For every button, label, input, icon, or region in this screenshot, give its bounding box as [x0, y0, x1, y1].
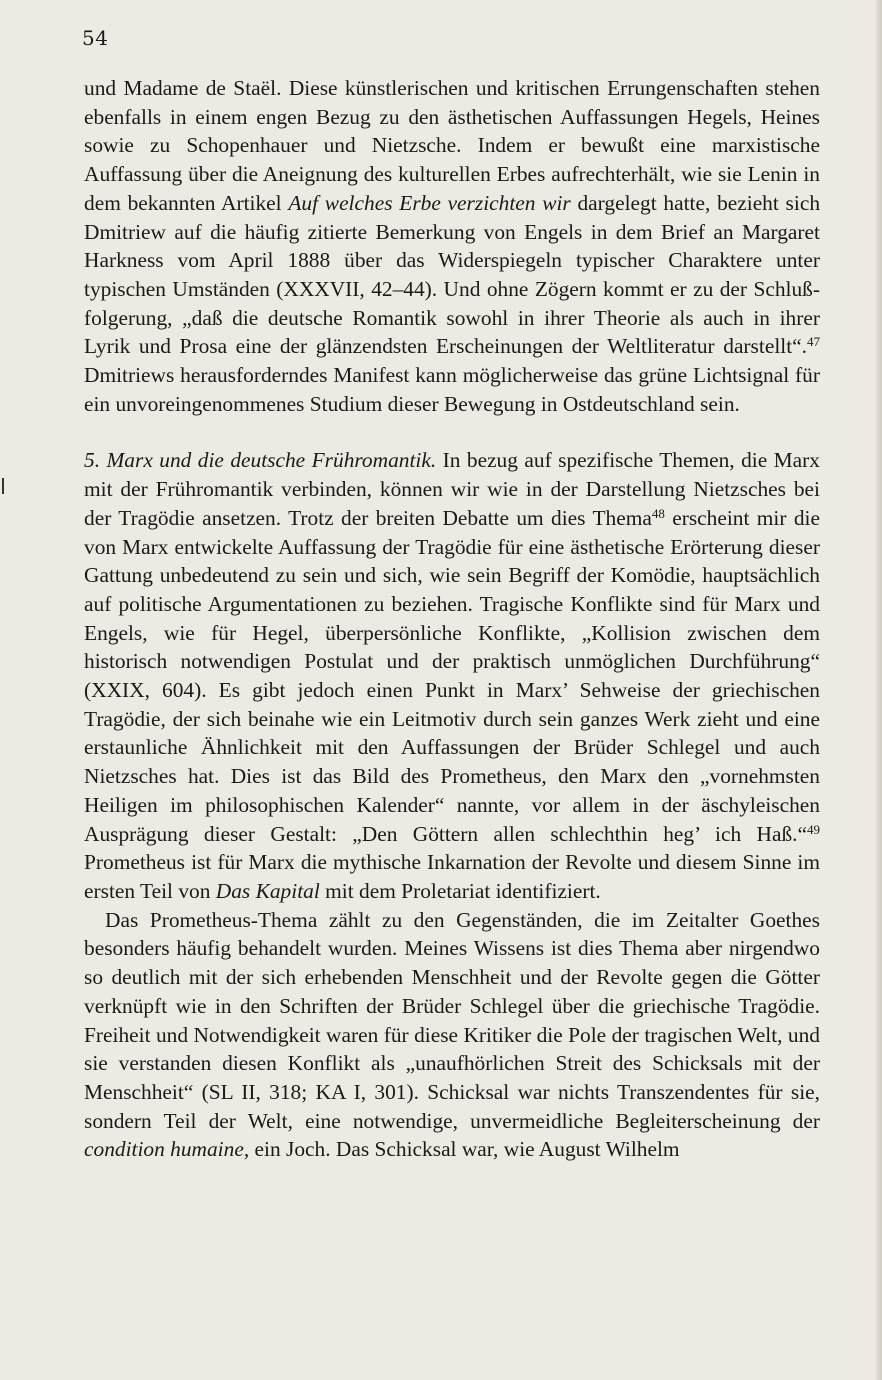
margin-mark — [2, 478, 4, 494]
text-run: mit dem Proletariat identifiziert. — [319, 878, 601, 903]
text-run: Prometheus ist für Marx die mythische Inkarnation der Revolte und diesem Sinne im ersten Teil von — [84, 850, 820, 903]
italic-condition-humaine: condition humaine — [84, 1137, 244, 1162]
section-heading: 5. Marx und die deutsche Frühromantik. — [84, 448, 437, 473]
text-run: Das Prometheus-Thema zählt zu den Gegenständen, die im Zeitalter Goethes besonders häufig behandelt wurden. Meines Wissens ist dies Thema aber nirgendwo so deutlich mit der sich erhebenden Menschheit und der Revolte gegen die Götter verknüpft wie in den Schriften der Brüder Schlegel über die griechische Tragödie. Freiheit und Notwendigkeit waren für diese Kritiker die Pole der tragischen Welt, und sie verstanden diesen Konflikt als „unaufhörlichen Streit des Schicksals mit der Menschheit“ (SL II, 318; KA I, 301). Schicksal war nichts Transzendentes für sie, sondern Teil der Welt, eine notwendige, unvermeidliche Begleiterscheinung der — [84, 907, 820, 1133]
text-run: , ein Joch. Das Schicksal war, wie August Wilhelm — [243, 1137, 680, 1162]
text-run: Dmitriews herausforderndes Manifest kann möglicherweise das grüne Lichtsignal für ein unvoreingenommenes Studium dieser Bewegung in Ostdeutschland sein. — [84, 363, 820, 416]
text-run: und Madame de Staël. Diese künstlerischen und kritischen Errungenschaften stehen ebenfalls in einem engen Bezug zu den ästhetischen Auffassungen Hegels, Heines sowie zu Schopenhauer und Nietzsche. Indem er bewußt eine marxistische Auffassung über die Aneignung des kulturellen Erbes aufrechterhält, wie sie Lenin in dem bekannten Artikel — [84, 76, 820, 215]
footnote-ref-48: 48 — [651, 505, 665, 521]
footnote-ref-49: 49 — [807, 821, 820, 837]
page-edge-shadow — [876, 0, 882, 1380]
text-run: In bezug auf spezifische Themen, die Marx mit der Frühromantik verbinden, können wir wie in der Darstellung Nietzsches bei der Tragödie ansetzen. Trotz der breiten Debatte um dies Thema — [84, 448, 820, 530]
paragraph-3 — [84, 906, 820, 1164]
italic-title-das-kapital: Das Kapital — [215, 878, 320, 903]
paragraph-1 — [84, 74, 820, 418]
paragraph-2 — [84, 446, 820, 905]
text-run: erscheint mir die von Marx entwickelte Auffassung der Tragödie für eine ästhetische Erörterung dieser Gattung unbedeutend zu sein und sich, wie sein Begriff der Komödie, hauptsächlich auf politische Argumentationen zu beziehen. Tragische Konflikte sind für Marx und Engels, wie für Hegel, überpersönliche Konflikte, „Kollision zwischen dem historisch notwendigen Postulat und der praktisch unmöglichen Durchführung“ (XXIX, 604). Es gibt jedoch einen Punkt in Marx’ Sehweise der griechischen Tragödie, der sich beinahe wie ein Leitmotiv durch sein ganzes Werk zieht und eine erstaunliche Ähnlichkeit mit den Auffassungen der Brüder Schlegel und auch Nietzsches hat. Dies ist das Bild des Prometheus, den Marx den „vornehmsten Heiligen im philosophischen Kalender“ nannte, vor allem in der äschyleischen Ausprägung dieser Gestalt: „Den Göttern allen schlechthin heg’ ich Haß.“ — [84, 505, 820, 846]
footnote-ref-47: 47 — [807, 334, 820, 350]
text-run: dargelegt hatte, bezieht sich Dmitriew auf die häufig zitierte Bemerkung von Engels in dem Brief an Margaret Harkness vom April 1888 über das Widerspiegeln typischer Charaktere unter typischen Umständen (XXXVII, 42–44). Und ohne Zögern kommt er zu der Schlußfolgerung, „daß die deutsche Romantik sowohl in ihrer Theorie als auch in ihrer Lyrik und Prosa eine der glänzendsten Erscheinungen der Weltliteratur darstellt“. — [84, 190, 821, 359]
page-number: 54 — [82, 26, 109, 50]
body-text — [84, 74, 820, 1164]
italic-title-auf-welches-erbe: Auf welches Erbe verzichten wir — [288, 190, 571, 215]
